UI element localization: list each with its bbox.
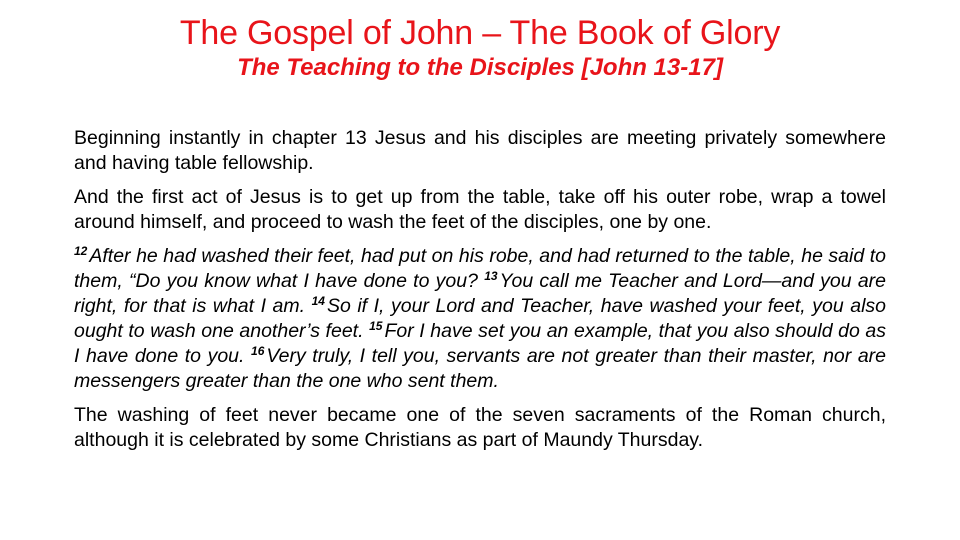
scripture-quote — [74, 244, 886, 394]
title-block — [0, 12, 960, 82]
verse-text-15: For I have set you an example, that you also should do as I have done to you. — [74, 320, 887, 367]
verse-text-14: So if I, your Lord and Teacher, have washed your feet, you also ought to wash one another’s feet. — [74, 295, 886, 342]
verse-text-16: Very truly, I tell you, servants are not greater than their master, nor are messengers greater than the one who sent them. — [74, 345, 887, 392]
slide-body — [74, 126, 886, 462]
verse-text-12: After he had washed their feet, had put on his robe, and had returned to the table, he said to them, “Do you know what I have done to you? — [74, 245, 886, 292]
paragraph-first-act: And the first act of Jesus is to get up from the table, take off his outer robe, wrap a towel around himself, and proceed to wash the feet of the disciples, one by one. — [74, 186, 886, 233]
paragraph-closing: The washing of feet never became one of the seven sacraments of the Roman church, although it is celebrated by some Christians as part of Maundy Thursday. — [74, 404, 886, 451]
verse-text-13: You call me Teacher and Lord—and you are right, for that is what I am. — [74, 270, 887, 317]
slide-title: The Gospel of John – The Book of Glory — [179, 14, 781, 52]
verse-number-12: 12 — [74, 244, 88, 258]
verse-number-13: 13 — [484, 269, 498, 283]
verse-number-15: 15 — [369, 319, 383, 333]
verse-number-16: 16 — [251, 344, 265, 358]
paragraph-intro: Beginning instantly in chapter 13 Jesus and his disciples are meeting privately somewhere and having table fellowship. — [74, 127, 886, 174]
slide-subtitle: The Teaching to the Disciples [John 13-17] — [237, 54, 723, 81]
verse-number-14: 14 — [311, 294, 325, 308]
